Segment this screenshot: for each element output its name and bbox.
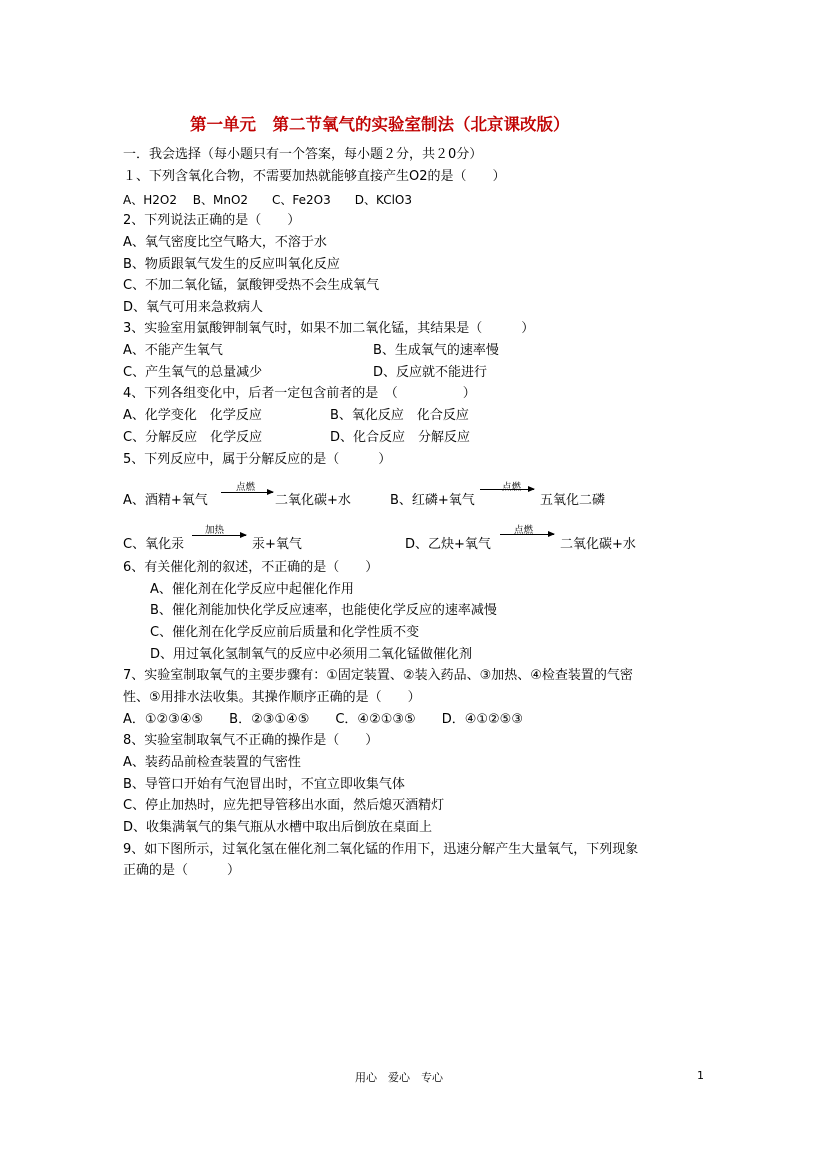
section-heading: 一．我会选择（每小题只有一个答案，每小题２分，共２0分）	[123, 147, 483, 162]
question-4-option-c: C、分解反应 化学反应	[123, 430, 263, 445]
question-7-stem-line-2: 性、⑤用排水法收集。其操作顺序正确的是（ ）	[123, 690, 421, 705]
question-5-stem: 5、下列反应中，属于分解反应的是（ ）	[123, 452, 392, 467]
question-3-option-a: A、不能产生氧气	[123, 343, 223, 358]
question-5-option-a-products: 二氧化碳+水	[275, 493, 351, 508]
question-5-option-a-condition: 点燃	[236, 482, 256, 493]
question-4-stem: 4、下列各组变化中，后者一定包含前者的是 （ ）	[123, 386, 476, 401]
question-3-option-c: C、产生氧气的总量减少	[123, 365, 263, 380]
question-8-option-c: C、停止加热时，应先把导管移出水面，然后熄灭酒精灯	[123, 798, 445, 813]
question-5-option-d-products: 二氧化碳+水	[560, 537, 636, 552]
question-2-option-b: B、物质跟氧气发生的反应叫氧化反应	[123, 257, 340, 272]
question-6-option-a: A、催化剂在化学反应中起催化作用	[150, 582, 354, 597]
question-5-option-b-condition: 点燃	[502, 482, 522, 493]
question-8-option-d: D、收集满氧气的集气瓶从水槽中取出后倒放在桌面上	[123, 820, 433, 835]
question-6-option-d: D、用过氧化氢制氧气的反应中必须用二氧化锰做催化剂	[150, 647, 473, 662]
question-4-option-b: B、氧化反应 化合反应	[330, 408, 469, 423]
question-5-option-d-reactants: D、乙炔+氧气	[405, 537, 491, 552]
question-5-option-a-reactants: A、酒精+氧气	[123, 493, 208, 508]
question-6-stem: 6、有关催化剂的叙述，不正确的是（ ）	[123, 560, 379, 575]
reaction-arrow-icon	[480, 489, 534, 490]
question-5-option-b-products: 五氧化二磷	[540, 493, 606, 508]
question-5-option-c-condition: 加热	[205, 525, 225, 536]
question-6-option-b: B、催化剂能加快化学反应速率，也能使化学反应的速率减慢	[150, 603, 497, 618]
question-8-option-b: B、导管口开始有气泡冒出时，不宜立即收集气体	[123, 777, 405, 792]
reaction-arrow-icon	[500, 534, 554, 535]
question-1-stem: １、下列含氧化合物，不需要加热就能够直接产生O2的是（ ）	[123, 169, 506, 184]
question-8-stem: 8、实验室制取氧气不正确的操作是（ ）	[123, 733, 379, 748]
question-3-option-b: B、生成氧气的速率慢	[373, 343, 499, 358]
question-2-option-c: C、不加二氧化锰，氯酸钾受热不会生成氧气	[123, 278, 380, 293]
question-2-option-d: D、氧气可用来急救病人	[123, 300, 264, 315]
question-2-stem: 2、下列说法正确的是（ ）	[123, 213, 301, 228]
page-title: 第一单元 第二节氧气的实验室制法（北京课改版）	[190, 115, 570, 134]
question-4-option-d: D、化合反应 分解反应	[330, 430, 471, 445]
question-5-option-c-reactants: C、氧化汞	[123, 537, 185, 552]
reaction-arrow-icon	[192, 535, 246, 536]
question-9-stem-line-1: 9、如下图所示，过氧化氢在催化剂二氧化锰的作用下，迅速分解产生大量氧气，下列现象	[123, 842, 639, 857]
question-5-option-d-condition: 点燃	[514, 525, 534, 536]
question-8-option-a: A、装药品前检查装置的气密性	[123, 755, 301, 770]
question-5-option-b-reactants: B、红磷+氧气	[390, 493, 475, 508]
question-6-option-c: C、催化剂在化学反应前后质量和化学性质不变	[150, 625, 420, 640]
question-3-option-d: D、反应就不能进行	[373, 365, 488, 380]
question-1-options: A、H2O2 B、MnO2 C、Fe2O3 D、KClO3	[123, 193, 413, 207]
question-7-stem-line-1: 7、实验室制取氧气的主要步骤有：①固定装置、②装入药品、③加热、④检查装置的气密	[123, 668, 633, 683]
question-4-option-a: A、化学变化 化学反应	[123, 408, 262, 423]
question-5-option-c-products: 汞+氧气	[252, 537, 302, 552]
reaction-arrow-icon	[221, 492, 273, 493]
question-2-option-a: A、氧气密度比空气略大，不溶于水	[123, 235, 327, 250]
page-footer: 用心 爱心 专心	[355, 1071, 443, 1084]
question-7-options: A．①②③④⑤ B．②③①④⑤ C．④②①③⑤ D．④①②⑤③	[123, 712, 523, 727]
page-number: 1	[697, 1069, 704, 1082]
question-9-stem-line-2: 正确的是（ ）	[123, 863, 241, 878]
question-3-stem: 3、实验室用氯酸钾制氧气时，如果不加二氧化锰，其结果是（ ）	[123, 321, 535, 336]
